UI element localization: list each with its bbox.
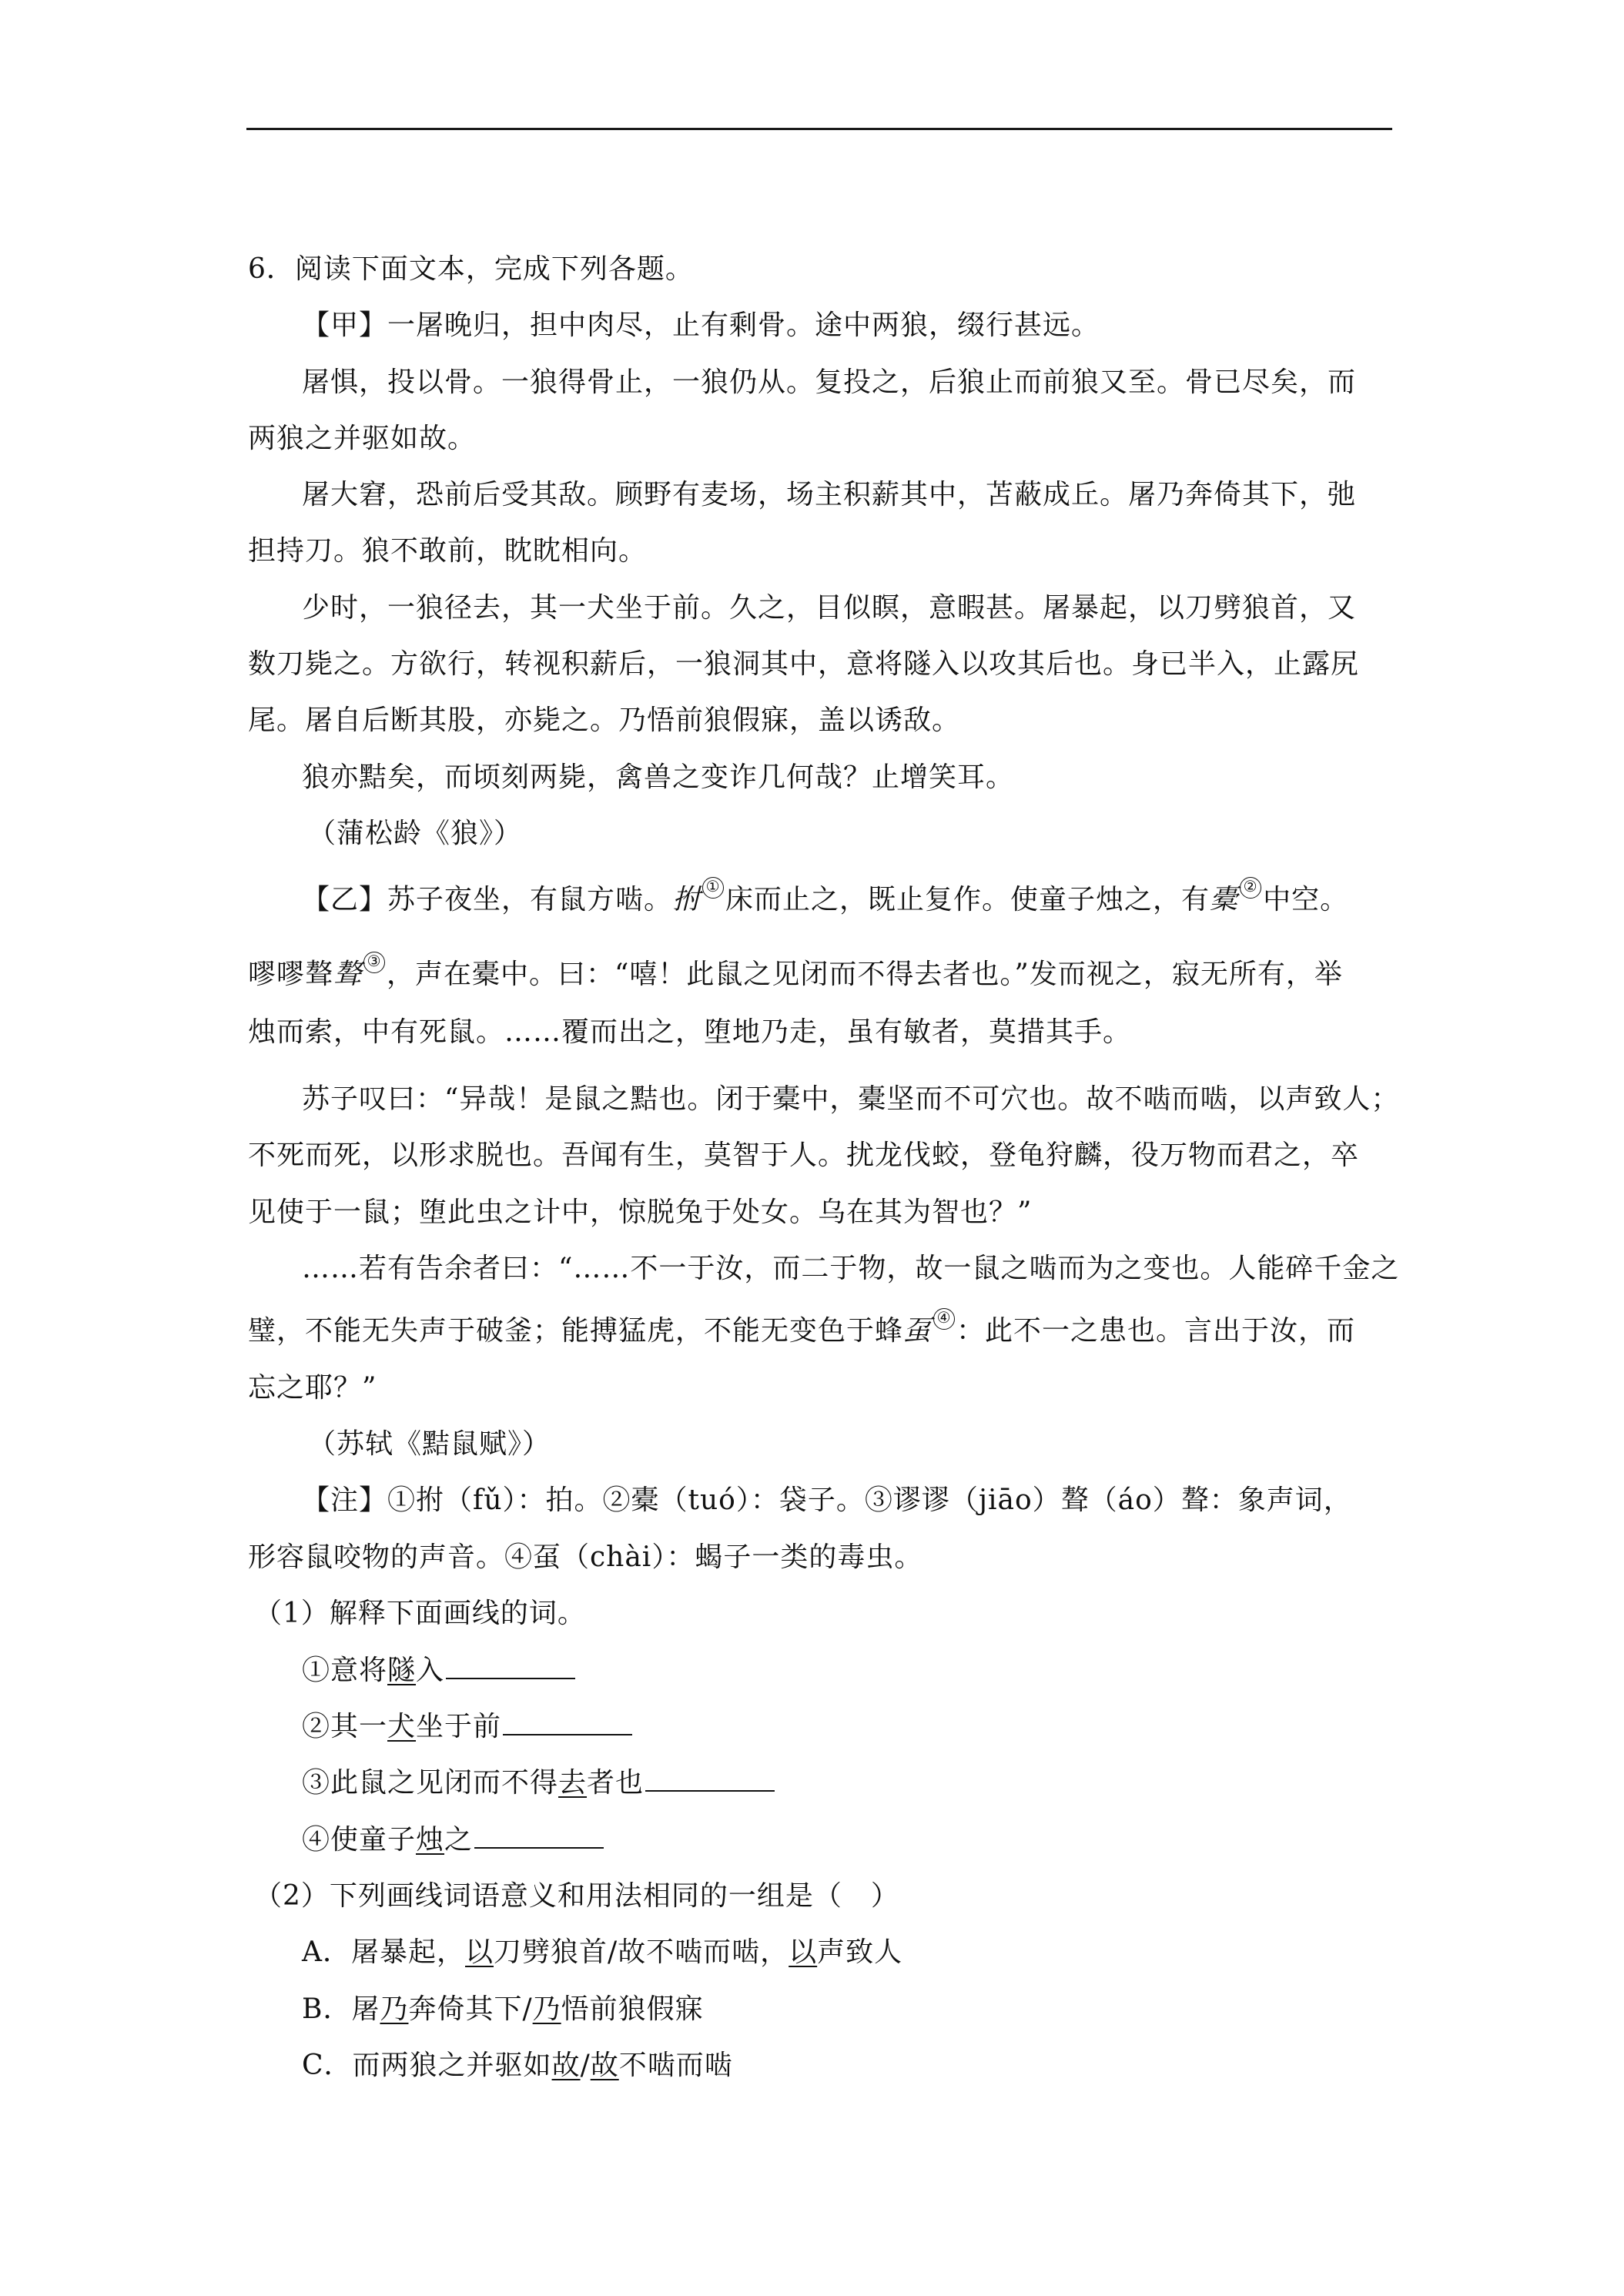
yi-line-1-mid: 床而止之，既止复作。使童子烛之，有 <box>725 884 1210 915</box>
notes-line-2: 形容鼠咬物的声音。④虿（chài）：蝎子一类的毒虫。 <box>248 1541 923 1573</box>
jia-paragraph-5: 狼亦黠矣，而顷刻两毙，禽兽之变诈几何哉？止增笑耳。 <box>302 761 1015 793</box>
q2-b-part-2: 奔倚其下/ <box>408 1993 533 2025</box>
jia-paragraph-1: 【甲】一屠晚归，担中肉尽，止有剩骨。途中两狼，缀行甚远。 <box>302 310 1100 341</box>
answer-blank-3[interactable] <box>645 1767 775 1792</box>
q1-item-4 <box>302 1822 604 1858</box>
q1-item-1-pre: ①意将 <box>302 1655 388 1686</box>
footnote-marker-3: ③ <box>363 952 385 973</box>
jia-paragraph-3-cont: 担持刀。狼不敢前，眈眈相向。 <box>248 535 648 567</box>
jia-source: （蒲松龄《狼》） <box>308 818 523 849</box>
answer-blank-1[interactable] <box>446 1655 575 1679</box>
yi-line-2-post: ，声在橐中。曰：“嘻！此鼠之见闭而不得去者也。”发而视之，寂无所有，举 <box>387 959 1343 990</box>
q2-a-underlined-2: 以 <box>789 1936 818 1968</box>
yi-line-8 <box>248 1308 1356 1349</box>
q1-item-2-post: 坐于前 <box>416 1711 502 1742</box>
q1-item-3-underlined: 去 <box>558 1767 588 1799</box>
yi-line-8-post: ：此不一之患也。言出于汝，而 <box>956 1315 1356 1347</box>
q2-c-part-3: 不啮而啮 <box>618 2050 733 2081</box>
q2-c-underlined-2: 故 <box>590 2050 619 2081</box>
yi-line-2-pre: 嘐嘐聱 <box>248 959 334 990</box>
q1-item-4-pre: ④使童子 <box>302 1824 417 1856</box>
q2-b-underlined-1: 乃 <box>380 1993 409 2025</box>
q1-item-2-pre: ②其一 <box>302 1711 388 1742</box>
jia-paragraph-2: 屠惧，投以骨。一狼得骨止，一狼仍从。复投之，后狼止而前狼又至。骨已尽矣，而 <box>302 366 1357 398</box>
q2-option-a[interactable] <box>302 1935 902 1970</box>
q2-b-part-1: B．屠 <box>302 1993 380 2025</box>
q1-item-1 <box>302 1653 575 1689</box>
yi-line-6: 见使于一鼠；堕此虫之计中，惊脱兔于处女。乌在其为智也？” <box>248 1197 1033 1228</box>
q1-item-1-post: 入 <box>416 1655 445 1686</box>
header-rule <box>246 128 1392 130</box>
answer-blank-4[interactable] <box>474 1824 604 1849</box>
q1-item-3-post: 者也 <box>587 1767 645 1799</box>
yi-line-1-post: 中空。 <box>1263 884 1349 915</box>
q2-c-underlined-1: 故 <box>551 2050 581 2081</box>
yi-line-4: 苏子叹曰：“异哉！是鼠之黠也。闭于橐中，橐坚而不可穴也。故不啮而啮，以声致人； <box>302 1083 1400 1115</box>
q2-option-b[interactable] <box>302 1992 704 2027</box>
q2-c-part-1: C．而两狼之并驱如 <box>302 2050 552 2081</box>
jia-paragraph-3: 屠大窘，恐前后受其敌。顾野有麦场，场主积薪其中，苫蔽成丘。屠乃奔倚其下，弛 <box>302 479 1357 510</box>
jia-paragraph-4: 少时，一狼径去，其一犬坐于前。久之，目似瞑，意暇甚。屠暴起，以刀劈狼首，又 <box>302 592 1357 624</box>
yi-tuo-char: 橐 <box>1210 884 1239 915</box>
yi-line-1 <box>302 877 1349 918</box>
yi-line-7: ……若有告余者曰：“……不一于汝，而二于物，故一鼠之啮而为之变也。人能碎千金之 <box>302 1253 1400 1284</box>
yi-fu-char: 拊 <box>672 884 702 915</box>
q1-title: （1）解释下面画线的词。 <box>254 1598 586 1629</box>
q2-a-underlined-1: 以 <box>465 1936 494 1968</box>
footnote-marker-4: ④ <box>933 1308 955 1330</box>
q1-item-2-underlined: 犬 <box>387 1711 417 1742</box>
q1-item-3 <box>302 1766 775 1801</box>
question-header: 6．阅读下面文本，完成下列各题。 <box>248 253 694 285</box>
yi-line-3: 烛而索，中有死鼠。……覆而出之，堕地乃走，虽有敏者，莫措其手。 <box>248 1016 1132 1048</box>
q1-item-2 <box>302 1709 632 1745</box>
yi-line-2 <box>248 952 1343 992</box>
yi-line-1-pre: 【乙】苏子夜坐，有鼠方啮。 <box>302 884 673 915</box>
q1-item-1-underlined: 隧 <box>387 1655 417 1686</box>
jia-paragraph-4-cont2: 尾。屠自后断其股，亦毙之。乃悟前狼假寐，盖以诱敌。 <box>248 705 961 736</box>
yi-line-8-pre: 璧，不能无失声于破釜；能搏猛虎，不能无变色于蜂 <box>248 1315 904 1347</box>
q1-item-4-post: 之 <box>444 1824 474 1856</box>
q2-a-part-1: A．屠暴起， <box>302 1936 465 1968</box>
q2-b-underlined-2: 乃 <box>532 1993 561 2025</box>
answer-blank-2[interactable] <box>503 1711 632 1735</box>
notes-line-1: 【注】①拊（fǔ）：拍。②橐（tuó）：袋子。③谬谬（jiāo）聱（áo）聱：象声词， <box>302 1484 1352 1516</box>
footnote-marker-2: ② <box>1240 877 1261 899</box>
q2-c-part-2: / <box>580 2050 591 2081</box>
yi-line-5: 不死而死，以形求脱也。吾闻有生，莫智于人。扰龙伐蛟，登龟狩麟，役万物而君之，卒 <box>248 1140 1360 1171</box>
q2-b-part-3: 悟前狼假寐 <box>561 1993 704 2025</box>
jia-paragraph-2-cont: 两狼之并驱如故。 <box>248 423 477 454</box>
q2-title: （2）下列画线词语意义和用法相同的一组是（ ） <box>254 1880 899 1912</box>
q2-option-c[interactable] <box>302 2048 733 2083</box>
yi-source: （苏轼《黠鼠赋》） <box>308 1428 551 1460</box>
q1-item-3-pre: ③此鼠之见闭而不得 <box>302 1767 559 1799</box>
yi-ao-char: 聱 <box>333 959 363 990</box>
q2-a-part-3: 声致人 <box>817 1936 903 1968</box>
yi-chai-char: 虿 <box>903 1315 933 1347</box>
jia-paragraph-4-cont1: 数刀毙之。方欲行，转视积薪后，一狼洞其中，意将隧入以攻其后也。身已半入，止露尻 <box>248 648 1360 680</box>
q2-a-part-2: 刀劈狼首/故不啮而啮， <box>494 1936 789 1968</box>
q1-item-4-underlined: 烛 <box>416 1824 445 1856</box>
footnote-marker-1: ① <box>702 877 724 899</box>
yi-line-9: 忘之耶？” <box>248 1372 377 1404</box>
